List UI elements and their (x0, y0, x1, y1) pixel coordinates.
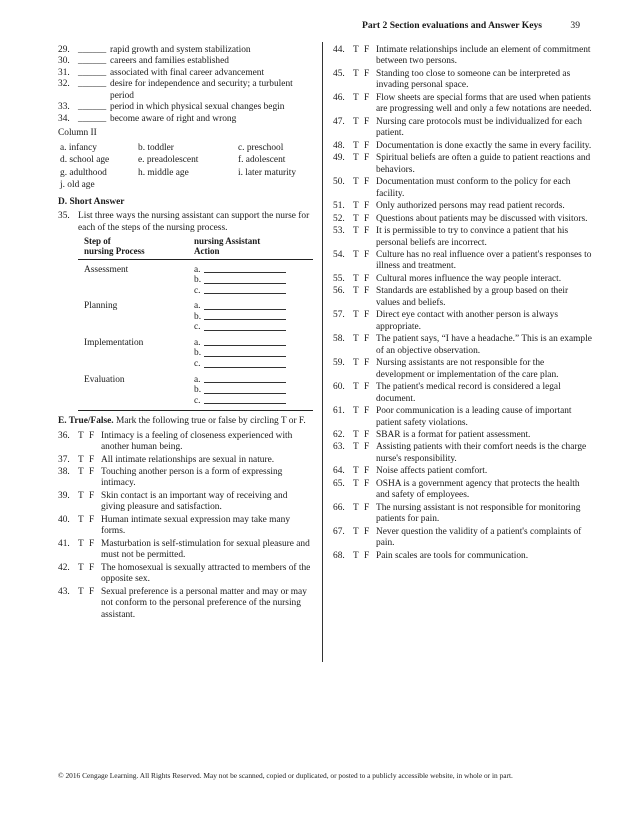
item-number: 48. (333, 140, 345, 151)
true-false-item (333, 358, 593, 381)
option-adolescent: f. adolescent (238, 155, 286, 166)
statement-text: It is permissible to try to convince a patient that his personal beliefs are incorrect. (376, 226, 569, 248)
option-toddler: b. toddler (138, 142, 174, 153)
table-header (78, 236, 313, 260)
true-option[interactable]: T (353, 358, 359, 369)
item-text: careers and families established (110, 56, 229, 67)
option-adulthood: g. adulthood (60, 167, 107, 178)
true-false-item (333, 69, 593, 92)
true-option[interactable]: T (353, 68, 359, 79)
answer-line[interactable]: a. (194, 338, 313, 349)
false-option[interactable]: F (364, 358, 370, 369)
false-option[interactable]: F (364, 140, 370, 151)
statement-text: SBAR is a format for patient assessment. (376, 430, 531, 440)
false-option[interactable]: F (364, 201, 370, 212)
statement-text: Intimate relationships include an element of commitment between two persons. (376, 45, 591, 67)
item-number: 30. (58, 56, 70, 67)
true-option[interactable]: T (353, 502, 359, 513)
statement-text: Sexual preference is a personal matter and may or may not conform to the personal preference of the nursing assistant. (101, 586, 307, 620)
false-option[interactable]: F (364, 273, 370, 284)
table-row (78, 375, 313, 407)
true-false-item (333, 250, 593, 273)
true-option[interactable]: T (78, 430, 84, 441)
item-number: 46. (333, 92, 345, 103)
false-option[interactable]: F (364, 213, 370, 224)
false-option[interactable]: F (364, 226, 370, 237)
section-e-instructions: Mark the following true or false by circling T or F. (115, 416, 306, 427)
true-option[interactable]: T (78, 466, 84, 477)
true-false-item (333, 286, 593, 309)
header-action: nursing Assistant Action (194, 236, 261, 257)
true-option[interactable]: T (353, 92, 359, 103)
false-option[interactable]: F (364, 68, 370, 79)
false-option[interactable]: F (89, 562, 95, 573)
true-option[interactable]: T (353, 45, 359, 55)
statement-text: Nursing assistants are not responsible for the development or implementation of the care plan. (376, 358, 559, 380)
step-name: Planning (84, 301, 118, 312)
item-number: 34. (58, 113, 70, 124)
statement-text: Cultural mores influence the way people interact. (376, 273, 562, 284)
false-option[interactable]: F (364, 45, 370, 55)
false-option[interactable]: F (364, 478, 370, 489)
item-number: 49. (333, 153, 345, 164)
answer-line[interactable]: a. (194, 301, 313, 312)
true-false-item (58, 563, 313, 586)
answer-line[interactable]: b. (194, 348, 313, 359)
item-number: 64. (333, 466, 345, 477)
item-number: 57. (333, 310, 345, 321)
answer-line[interactable]: c. (194, 322, 313, 333)
header-step: Step of nursing Process (84, 236, 145, 257)
true-option[interactable]: T (353, 442, 359, 453)
true-false-item (333, 274, 593, 285)
answer-line[interactable]: b. (194, 385, 313, 396)
false-option[interactable]: F (89, 466, 95, 477)
item-number: 32. (58, 79, 70, 90)
false-option[interactable]: F (364, 502, 370, 513)
answer-blank: ______ (78, 102, 107, 113)
column-divider (322, 42, 323, 662)
statement-text: Touching another person is a form of expressing intimacy. (101, 466, 283, 489)
false-option[interactable]: F (364, 153, 370, 164)
answer-blank: ______ (78, 56, 107, 67)
statement-text: All intimate relationships are sexual in nature. (101, 454, 275, 465)
item-number: 61. (333, 406, 345, 417)
false-option[interactable]: F (364, 526, 370, 537)
question-35 (58, 211, 313, 234)
item-number: 55. (333, 273, 345, 284)
item-number: 51. (333, 201, 345, 212)
true-option[interactable]: T (353, 430, 359, 440)
true-false-item (58, 491, 313, 514)
statement-text: Intimacy is a feeling of closeness experienced with another human being. (101, 430, 293, 453)
true-false-item (333, 141, 593, 152)
statement-text: Masturbation is self-stimulation for sexual pleasure and must not be permitted. (101, 538, 310, 561)
answer-line[interactable]: b. (194, 275, 313, 286)
true-option[interactable]: T (353, 249, 359, 260)
statement-text: The nursing assistant is not responsible for monitoring patients for pain. (376, 502, 581, 525)
table-bottom-rule (78, 410, 313, 411)
true-option[interactable]: T (353, 226, 359, 237)
false-option[interactable]: F (89, 490, 95, 501)
false-option[interactable]: F (364, 430, 370, 440)
false-option[interactable]: F (364, 466, 370, 477)
answer-line[interactable]: b. (194, 312, 313, 323)
false-option[interactable]: F (364, 92, 370, 103)
true-option[interactable]: T (353, 116, 359, 127)
item-number: 47. (333, 116, 345, 127)
statement-text: Poor communication is a leading cause of important patient safety violations. (376, 406, 572, 428)
item-number: 68. (333, 550, 345, 561)
false-option[interactable]: F (364, 550, 370, 561)
answer-line[interactable]: a. (194, 375, 313, 386)
true-false-item (58, 467, 313, 490)
item-text: associated with final career advancement (110, 67, 265, 78)
item-number: 44. (333, 45, 345, 55)
item-number: 56. (333, 286, 345, 297)
true-false-list-right (333, 45, 593, 562)
option-middle-age: h. middle age (138, 167, 189, 178)
answer-line[interactable]: a. (194, 265, 313, 276)
statement-text: Standards are established by a group based on their values and beliefs. (376, 286, 569, 308)
true-option[interactable]: T (78, 454, 84, 465)
statement-text: Noise affects patient comfort. (376, 466, 488, 477)
item-number: 36. (58, 430, 70, 441)
answer-line[interactable]: c. (194, 396, 313, 407)
left-column (58, 45, 313, 622)
table-row (78, 338, 313, 370)
answer-blank: ______ (78, 113, 107, 124)
true-false-item (333, 93, 593, 116)
true-false-item (333, 406, 593, 429)
matching-item (58, 114, 313, 125)
item-number: 54. (333, 249, 345, 260)
statement-text: Skin contact is an important way of receiving and giving pleasure and satisfaction. (101, 490, 288, 513)
true-false-item (333, 479, 593, 502)
matching-item (58, 102, 313, 113)
true-option[interactable]: T (78, 586, 84, 597)
true-false-item (333, 503, 593, 526)
true-option[interactable]: T (353, 273, 359, 284)
true-option[interactable]: T (78, 490, 84, 501)
true-false-item (58, 431, 313, 454)
true-option[interactable]: T (353, 526, 359, 537)
true-false-list-left (58, 431, 313, 622)
true-option[interactable]: T (353, 334, 359, 345)
matching-item (58, 56, 313, 67)
item-number: 29. (58, 45, 70, 55)
statement-text: Documentation is done exactly the same in every facility. (376, 140, 592, 151)
true-option[interactable]: T (353, 478, 359, 489)
item-number: 37. (58, 454, 70, 465)
statement-text: Assisting patients with their comfort needs is the charge nurse's responsibility. (376, 442, 587, 464)
false-option[interactable]: F (89, 430, 95, 441)
item-number: 38. (58, 466, 70, 477)
matching-item (58, 45, 313, 56)
true-false-item (333, 551, 593, 562)
item-number: 33. (58, 102, 70, 113)
true-option[interactable]: T (78, 538, 84, 549)
item-number: 67. (333, 526, 345, 537)
section-d-title: D. Short Answer (58, 196, 125, 207)
false-option[interactable]: F (364, 310, 370, 321)
false-option[interactable]: F (364, 382, 370, 393)
section-e-title: E. True/False. Mark the following true or false by circling T or F. (58, 416, 306, 427)
true-option[interactable]: T (353, 140, 359, 151)
item-number: 52. (333, 213, 345, 224)
option-later-maturity: i. later maturity (238, 167, 297, 178)
question-text: List three ways the nursing assistant can support the nurse for each of the steps of the nursing process. (78, 211, 310, 233)
item-number: 59. (333, 358, 345, 369)
item-text: desire for independence and security; a turbulent period (110, 79, 293, 101)
header-title: Part 2 Section evaluations and Answer Keys (362, 20, 542, 31)
statement-text: Questions about patients may be discussed with visitors. (376, 213, 588, 224)
true-option[interactable]: T (353, 153, 359, 164)
step-name: Implementation (84, 337, 144, 348)
item-number: 65. (333, 478, 345, 489)
false-option[interactable]: F (364, 116, 370, 127)
item-number: 60. (333, 382, 345, 393)
false-option[interactable]: F (89, 586, 95, 597)
true-option[interactable]: T (353, 466, 359, 477)
answer-line[interactable]: c. (194, 359, 313, 370)
item-text: rapid growth and system stabilization (110, 45, 251, 55)
true-false-item (333, 527, 593, 550)
statement-text: Flow sheets are special forms that are used when patients are progressing well and only a few notations are needed. (376, 92, 592, 115)
true-false-item (58, 515, 313, 538)
page-number: 39 (570, 20, 580, 31)
true-option[interactable]: T (78, 514, 84, 525)
copyright-footer: © 2016 Cengage Learning. All Rights Reserved. May not be scanned, copied or duplicated, or posted to a publicly accessible website, in whole or in part. (58, 771, 513, 780)
statement-text: Human intimate sexual expression may take many forms. (101, 514, 291, 537)
true-false-item (58, 539, 313, 562)
answer-blank: ______ (78, 67, 107, 78)
false-option[interactable]: F (364, 249, 370, 260)
item-number: 41. (58, 538, 70, 549)
true-false-item (333, 466, 593, 477)
true-false-item (333, 201, 593, 212)
statement-text: The patient's medical record is considered a legal document. (376, 382, 561, 404)
true-false-item (333, 226, 593, 249)
item-text: become aware of right and wrong (110, 113, 237, 124)
answer-blank: ______ (78, 45, 107, 55)
false-option[interactable]: F (89, 514, 95, 525)
step-name: Evaluation (84, 374, 125, 385)
true-option[interactable]: T (353, 177, 359, 188)
option-preadolescent: e. preadolescent (138, 155, 199, 166)
item-number: 45. (333, 68, 345, 79)
right-column (333, 45, 593, 563)
statement-text: Nursing care protocols must be individualized for each patient. (376, 116, 582, 139)
question-number: 35. (58, 211, 70, 222)
true-false-item (333, 382, 593, 405)
item-number: 63. (333, 442, 345, 453)
statement-text: The patient says, “I have a headache.” This is an example of an objective observation. (376, 334, 592, 356)
false-option[interactable]: F (89, 454, 95, 465)
false-option[interactable]: F (364, 286, 370, 297)
true-option[interactable]: T (353, 213, 359, 224)
false-option[interactable]: F (364, 334, 370, 345)
item-number: 40. (58, 514, 70, 525)
column-ii-options (60, 143, 313, 192)
item-number: 50. (333, 177, 345, 188)
item-number: 66. (333, 502, 345, 513)
item-number: 31. (58, 67, 70, 78)
true-false-item (58, 455, 313, 466)
true-option[interactable]: T (353, 406, 359, 417)
option-school-age: d. school age (60, 155, 110, 166)
true-false-item (333, 45, 593, 68)
matching-list (58, 45, 313, 125)
true-false-item (58, 587, 313, 621)
nursing-process-table (78, 236, 313, 411)
true-false-item (333, 334, 593, 357)
true-option[interactable]: T (353, 382, 359, 393)
true-option[interactable]: T (353, 310, 359, 321)
option-old-age: j. old age (60, 180, 95, 191)
statement-text: Standing too close to someone can be interpreted as invading personal space. (376, 68, 571, 91)
statement-text: Spiritual beliefs are often a guide to patient reactions and behaviors. (376, 153, 591, 175)
statement-text: Documentation must conform to the policy for each facility. (376, 177, 571, 199)
true-false-item (333, 310, 593, 333)
true-false-item (333, 430, 593, 441)
statement-text: Never question the validity of a patient's complaints of pain. (376, 526, 582, 549)
item-number: 43. (58, 586, 70, 597)
statement-text: OSHA is a government agency that protects the health and safety of employees. (376, 478, 580, 501)
statement-text: Only authorized persons may read patient records. (376, 201, 565, 212)
false-option[interactable]: F (364, 406, 370, 417)
false-option[interactable]: F (364, 177, 370, 188)
step-name: Assessment (84, 264, 129, 275)
true-false-item (333, 153, 593, 176)
matching-item (58, 79, 313, 102)
item-number: 53. (333, 226, 345, 237)
answer-line[interactable]: c. (194, 286, 313, 297)
item-number: 62. (333, 430, 345, 440)
statement-text: Pain scales are tools for communication. (376, 550, 529, 561)
statement-text: Direct eye contact with another person is always appropriate. (376, 310, 558, 332)
item-number: 42. (58, 562, 70, 573)
table-row (78, 301, 313, 333)
statement-text: The homosexual is sexually attracted to members of the opposite sex. (101, 562, 311, 585)
column-ii-title: Column II (58, 128, 97, 139)
item-number: 39. (58, 490, 70, 501)
false-option[interactable]: F (89, 538, 95, 549)
item-text: period in which physical sexual changes begin (110, 102, 285, 113)
true-false-item (333, 442, 593, 465)
true-option[interactable]: T (78, 562, 84, 573)
statement-text: Culture has no real influence over a patient's responses to illness and treatment. (376, 249, 592, 272)
answer-blank: ______ (78, 79, 107, 90)
table-row (78, 265, 313, 297)
option-infancy: a. infancy (60, 142, 97, 153)
item-number: 58. (333, 334, 345, 345)
option-preschool: c. preschool (238, 142, 284, 153)
page-header (362, 20, 580, 32)
true-false-item (333, 117, 593, 140)
matching-item (58, 68, 313, 79)
true-false-item (333, 214, 593, 225)
true-option[interactable]: T (353, 286, 359, 297)
true-false-item (333, 177, 593, 200)
true-option[interactable]: T (353, 550, 359, 561)
false-option[interactable]: F (364, 442, 370, 453)
true-option[interactable]: T (353, 201, 359, 212)
